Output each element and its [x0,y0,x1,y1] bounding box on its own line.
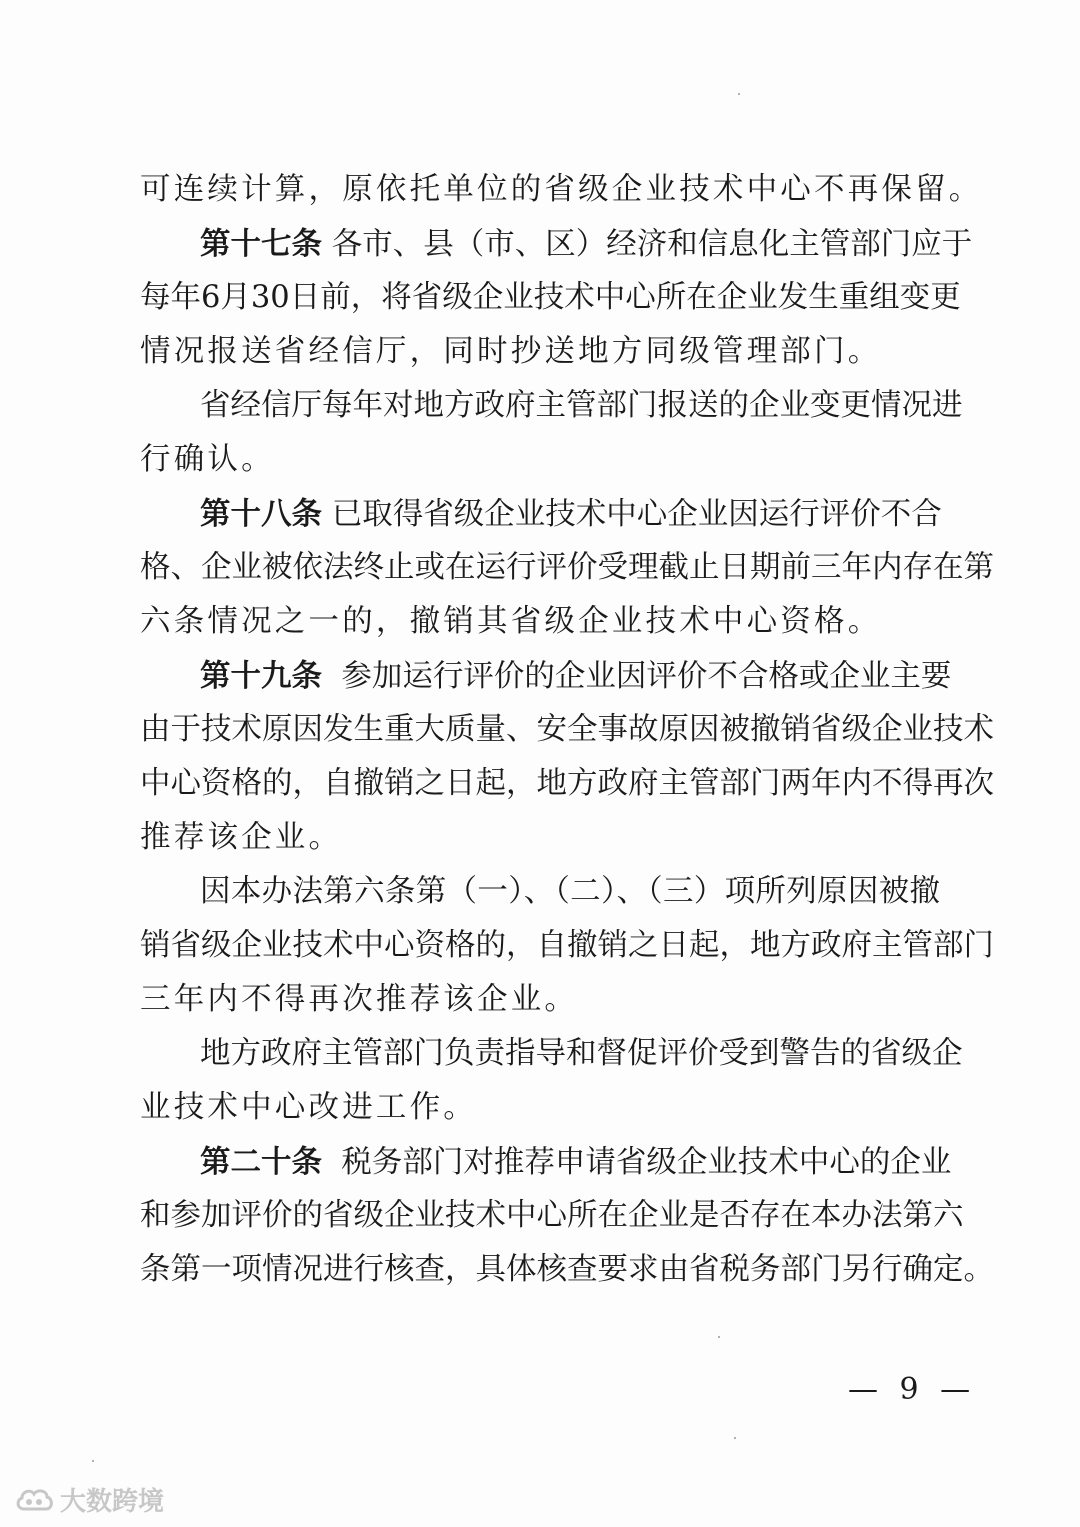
article-18-label: 第十八条 [200,496,322,532]
article-19-heading-line: 第十九条 参加运行评价的企业因评价不合格或企业主要 [200,658,952,694]
scan-speck [734,1437,736,1439]
text-line-3: 每年6月30日前，将省级企业技术中心所在企业发生重组变更 [140,280,961,315]
page-number: — 9 — [848,1372,977,1407]
scan-speck [738,93,740,95]
text-line-14: 因本办法第六条第（一）、（二）、（三）项所列原因被撤 [200,874,940,909]
text-line-18: 业技术中心改进工作。 [140,1090,477,1125]
article-19-label: 第十九条 [200,658,322,694]
cloud-logo-icon [14,1485,54,1513]
article-20-label: 第二十条 [200,1144,322,1180]
text-line-4: 情况报送省经信厅，同时抄送地方同级管理部门。 [140,334,882,369]
watermark-text: 大数跨境 [60,1486,165,1517]
article-17-label: 第十七条 [200,226,322,262]
text-line-5: 省经信厅每年对地方政府主管部门报送的企业变更情况进 [200,388,963,423]
scan-speck [718,1336,720,1338]
text-line-12: 中心资格的，自撤销之日起，地方政府主管部门两年内不得再次 [140,766,994,801]
text-line-9: 六条情况之一的，撤销其省级企业技术中心资格。 [140,604,882,639]
text-line-8: 格、企业被依法终止或在运行评价受理截止日期前三年内存在第 [140,550,994,585]
article-20-heading-line: 第二十条 税务部门对推荐申请省级企业技术中心的企业 [200,1144,952,1180]
text-line-15: 销省级企业技术中心资格的，自撤销之日起，地方政府主管部门 [140,928,994,963]
text-line-21: 条第一项情况进行核查，具体核查要求由省税务部门另行确定。 [140,1252,994,1287]
text-line-16: 三年内不得再次推荐该企业。 [140,982,579,1017]
scan-speck [92,1460,94,1462]
text-line-6: 行确认。 [140,442,275,477]
text-line-1: 可连续计算，原依托单位的省级企业技术中心不再保留。 [140,172,983,207]
article-17-heading-line: 第十七条 各市、县（市、区）经济和信息化主管部门应于 [200,226,973,262]
watermark [14,1482,164,1516]
article-18-heading-line: 第十八条 已取得省级企业技术中心企业因运行评价不合 [200,496,942,532]
text-line-20: 和参加评价的省级企业技术中心所在企业是否存在本办法第六 [140,1198,964,1233]
text-line-17: 地方政府主管部门负责指导和督促评价受到警告的省级企 [200,1036,963,1071]
text-line-11: 由于技术原因发生重大质量、安全事故原因被撤销省级企业技术 [140,712,994,747]
text-line-13: 推荐该企业。 [140,820,343,855]
